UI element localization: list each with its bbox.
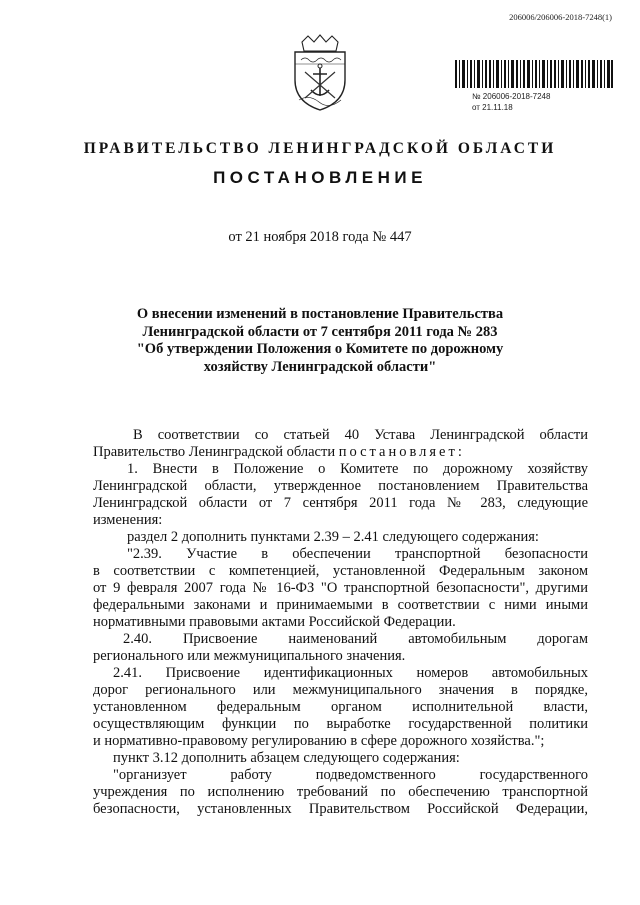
body-line: дорог регионального или межмуниципального значения в порядке, — [93, 682, 588, 698]
barcode-block — [455, 60, 613, 113]
body-line: пункт 3.12 дополнить абзацем следующего содержания: — [113, 750, 460, 766]
coat-of-arms-emblem — [291, 34, 349, 112]
resolution-keyword: постановляет: — [338, 444, 465, 460]
body-line: 2.41. Присвоение идентификационных номеров автомобильных — [113, 665, 588, 681]
document-id: 206006/206006-2018-7248(1) — [509, 12, 612, 22]
subject-line: Ленинградской области от 7 сентября 2011 года № 283 — [142, 323, 498, 340]
barcode-number: № 206006-2018-7248 — [472, 92, 551, 101]
body-line: "2.39. Участие в обеспечении транспортной безопасности — [127, 546, 588, 562]
body-line: учреждения по исполнению требований по обеспечению транспортной — [93, 784, 588, 800]
body-line: установленном федеральным органом исполнительной власти, — [93, 699, 588, 715]
body-line: "организует работу подведомственного государственного — [113, 767, 588, 783]
body-text-span: Правительство Ленинградской области — [93, 444, 336, 460]
body-line: Ленинградской области, утвержденное постановлением Правительства — [93, 478, 588, 494]
document-body — [93, 427, 588, 818]
subject-line: О внесении изменений в постановление Правительства — [136, 306, 504, 322]
government-heading: ПРАВИТЕЛЬСТВО ЛЕНИНГРАДСКОЙ ОБЛАСТИ — [83, 140, 557, 157]
body-line: безопасности, установленных Правительством Российской Федерации, — [93, 801, 588, 817]
barcode-date: от 21.11.18 — [472, 103, 513, 112]
barcode-image — [455, 60, 613, 88]
body-line — [93, 444, 588, 461]
body-line: В соответствии со статьей 40 Устава Ленинградской области — [133, 427, 588, 443]
body-line: Ленинградской области от 7 сентября 2011 года № 283, следующие — [93, 495, 588, 511]
document-type-heading: ПОСТАНОВЛЕНИЕ — [213, 168, 427, 187]
document-date-number: от 21 ноября 2018 года № 447 — [228, 229, 412, 245]
body-line: 2.40. Присвоение наименований автомобильным дорогам — [123, 631, 588, 647]
body-line: осуществляющим функции по выработке государственной политики — [93, 716, 588, 732]
subject-line: хозяйству Ленинградской области" — [203, 358, 437, 375]
body-line: в соответствии с компетенцией, установленной Федеральным законом — [93, 563, 588, 579]
body-line: изменения: — [93, 512, 163, 528]
subject-line: "Об утверждении Положения о Комитете по дорожному — [136, 341, 504, 357]
body-line: и нормативно-правовому регулированию в сфере дорожного хозяйства."; — [93, 733, 545, 749]
body-line: от 9 февраля 2007 года № 16-ФЗ "О транспортной безопасности", другими — [93, 580, 588, 596]
document-subject — [100, 306, 540, 376]
body-line: регионального или межмуниципального значения. — [93, 648, 406, 664]
body-line: федеральными законами и принимаемыми в соответствии с ними иными — [93, 597, 588, 613]
body-line: 1. Внести в Положение о Комитете по дорожному хозяйству — [127, 461, 588, 477]
body-line: раздел 2 дополнить пунктами 2.39 – 2.41 следующего содержания: — [127, 529, 539, 545]
body-line: нормативными правовыми актами Российской Федерации. — [93, 614, 456, 630]
